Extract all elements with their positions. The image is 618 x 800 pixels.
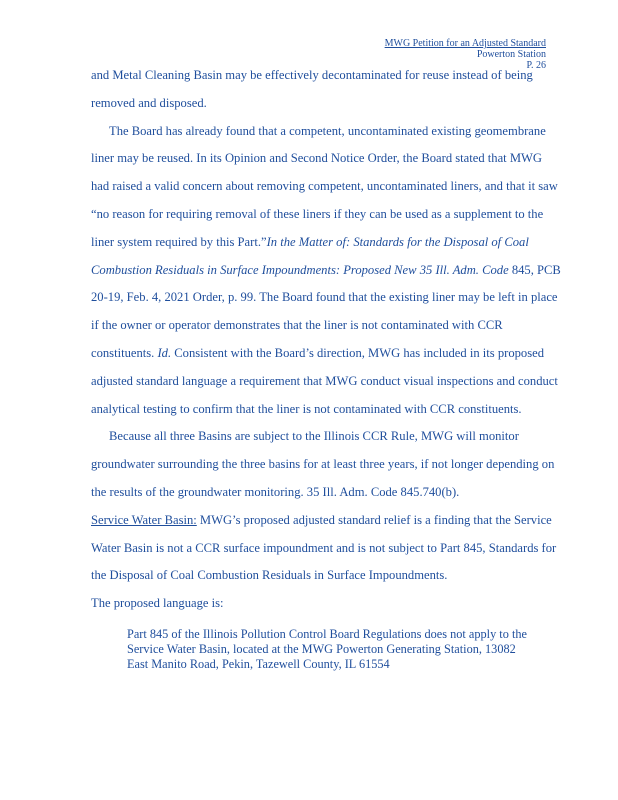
text-line: “no reason for requiring removal of these liners if they can be used as a supplement to the — [91, 206, 544, 221]
block-quote — [127, 627, 567, 672]
page-number: P. 26 — [526, 60, 546, 71]
case-citation: Combustion Residuals in Surface Impoundments: Proposed New 35 Ill. Adm. Code — [91, 262, 509, 277]
body-text — [91, 68, 591, 624]
text-line: adjusted standard language a requirement that MWG conduct visual inspections and conduct — [91, 373, 558, 388]
text-line: and Metal Cleaning Basin may be effectively decontaminated for reuse instead of being — [91, 68, 533, 82]
id-citation: Id. — [157, 345, 172, 360]
text-segment: Consistent with the Board’s direction, MWG has included in its proposed — [171, 345, 544, 360]
quote-line: East Manito Road, Pekin, Tazewell County, IL 61554 — [127, 657, 390, 671]
text-segment: 845, PCB — [508, 262, 561, 277]
text-line: if the owner or operator demonstrates that the liner is not contaminated with CCR — [91, 318, 503, 333]
section-heading: Service Water Basin: — [91, 512, 197, 527]
text-line — [91, 346, 591, 374]
text-segment: MWG’s proposed adjusted standard relief is a finding that the Service — [196, 512, 552, 527]
quote-line: Part 845 of the Illinois Pollution Control Board Regulations does not apply to the — [127, 627, 527, 641]
text-line: the results of the groundwater monitoring. 35 Ill. Adm. Code 845.740(b). — [91, 484, 460, 499]
text-line — [91, 235, 591, 263]
text-line — [91, 263, 591, 291]
text-line — [91, 513, 591, 541]
quote-line: Service Water Basin, located at the MWG Powerton Generating Station, 13082 — [127, 642, 516, 656]
text-line: had raised a valid concern about removing competent, uncontaminated liners, and that it saw — [91, 179, 558, 194]
text-line: groundwater surrounding the three basins for at least three years, if not longer depending on — [91, 457, 555, 472]
text-segment: constituents. — [91, 345, 155, 360]
text-segment: liner system required by this Part.” — [91, 234, 267, 249]
running-header — [385, 38, 546, 71]
text-line: The Board has already found that a competent, uncontaminated existing geomembrane — [109, 123, 546, 138]
text-line: The proposed language is: — [91, 596, 224, 611]
case-citation: In the Matter of: Standards for the Disposal of Coal — [266, 234, 529, 249]
text-line: liner may be reused. In its Opinion and Second Notice Order, the Board stated that MWG — [91, 151, 543, 166]
text-line: analytical testing to confirm that the liner is not contaminated with CCR constituents. — [91, 401, 522, 416]
text-line: the Disposal of Coal Combustion Residuals in Surface Impoundments. — [91, 568, 448, 583]
text-line: Water Basin is not a CCR surface impoundment and is not subject to Part 845, Standards for — [91, 540, 557, 555]
header-title: MWG Petition for an Adjusted Standard — [384, 38, 546, 49]
text-line: Because all three Basins are subject to the Illinois CCR Rule, MWG will monitor — [109, 429, 519, 444]
header-station: Powerton Station — [476, 49, 546, 60]
text-line: removed and disposed. — [91, 95, 207, 110]
text-line: 20-19, Feb. 4, 2021 Order, p. 99. The Board found that the existing liner may be left in place — [91, 290, 558, 305]
